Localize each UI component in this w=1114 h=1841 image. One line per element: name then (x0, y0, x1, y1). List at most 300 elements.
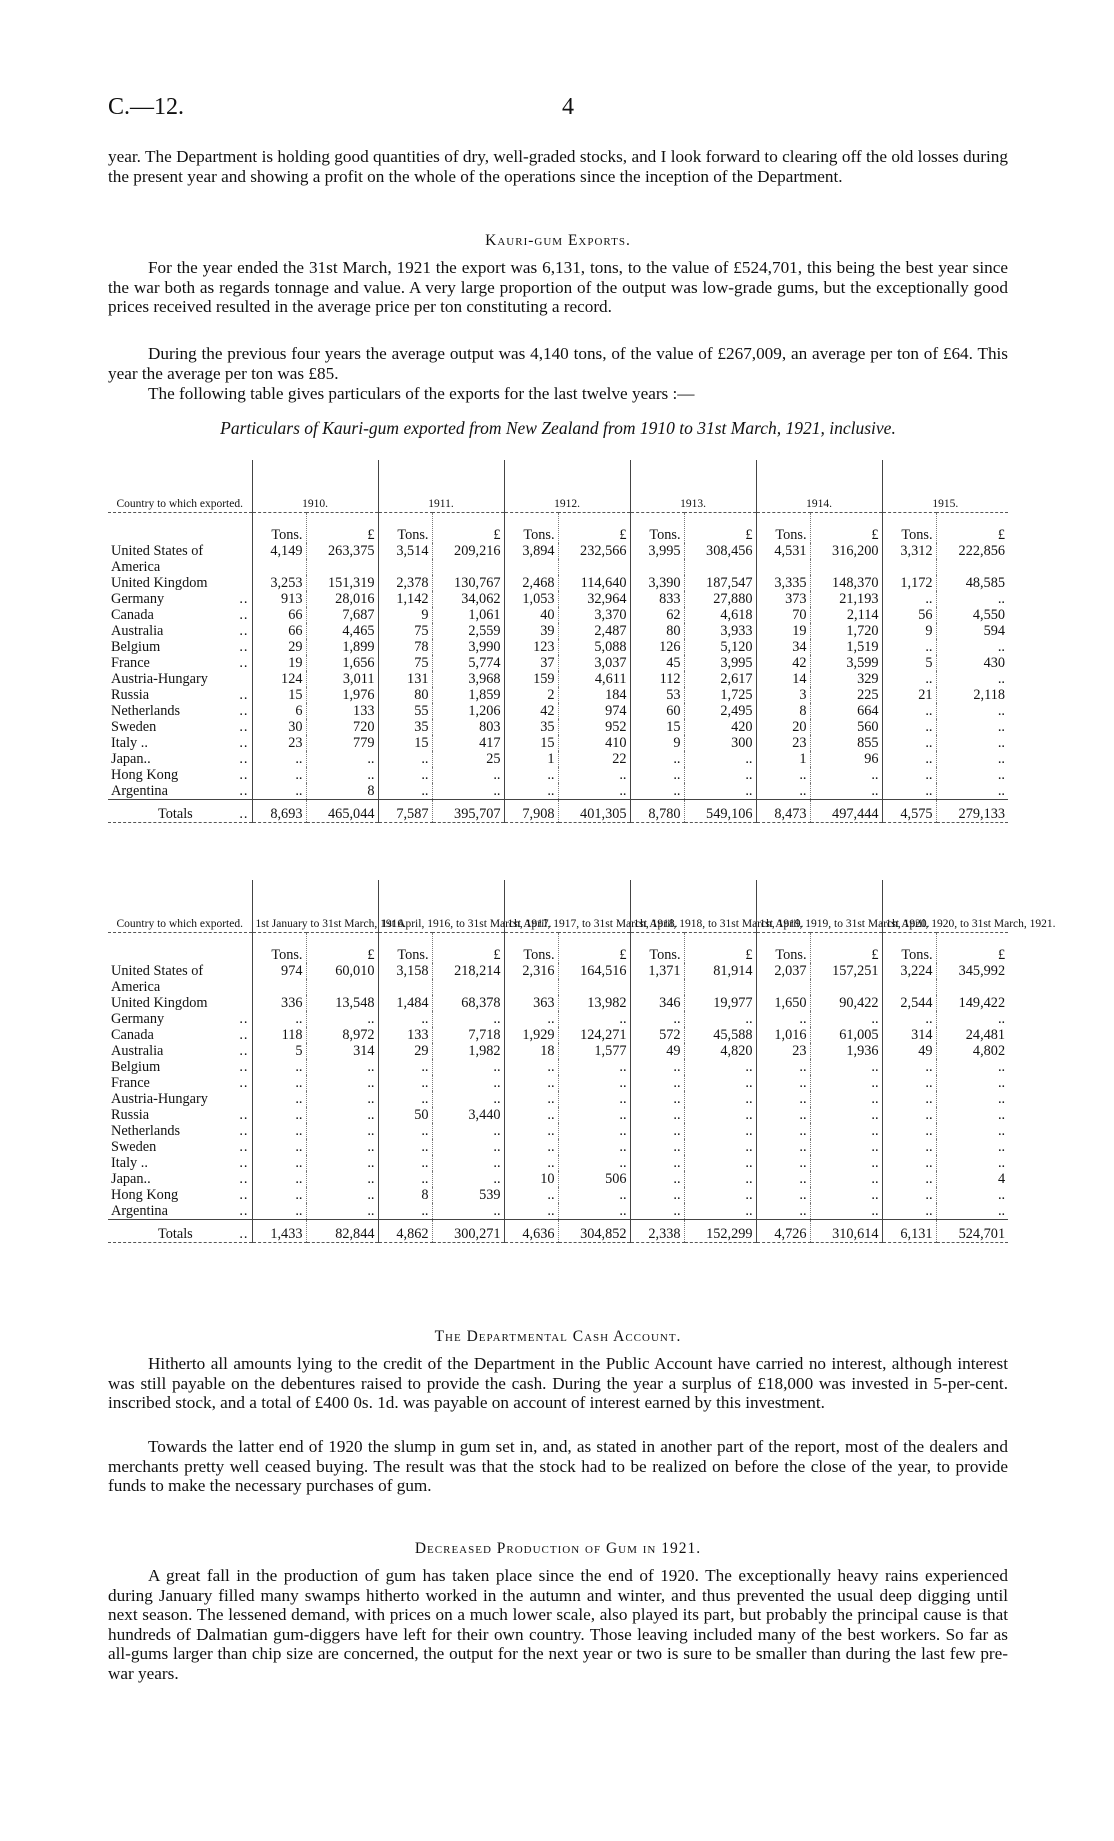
table-row (108, 751, 1008, 767)
leader-dots: .. (239, 1171, 249, 1187)
tons-cell: .. (882, 783, 936, 800)
tons-unit-header: Tons. (882, 513, 936, 544)
tons-cell: 66 (252, 623, 306, 639)
tons-cell: 3,335 (756, 575, 810, 591)
value-cell: 148,370 (810, 575, 882, 591)
period-header: 1913. (630, 460, 756, 513)
value-cell: 81,914 (684, 963, 756, 979)
tons-cell: 10 (504, 1171, 558, 1187)
value-cell: .. (684, 1011, 756, 1027)
paragraph-cash-account: Hitherto all amounts lying to the credit of the Department in the Public Account have carried no interest, although interest was still payable on the debentures raised to provide the cash. During the year a surplus of £18,000 was invested in 5-per-cent. inscribed stock, and a total of £400 0s. 1d. was payable on account of interest earned by this investment. (108, 1354, 1008, 1412)
tons-cell: .. (630, 783, 684, 800)
tons-cell: 2,316 (504, 963, 558, 979)
tons-cell: .. (756, 1075, 810, 1091)
total-tons-cell: 4,862 (378, 1220, 432, 1243)
country-name: Austria-Hungary (111, 671, 208, 687)
value-cell: 32,964 (558, 591, 630, 607)
tons-cell: .. (630, 751, 684, 767)
leader-dots: .. (239, 1226, 249, 1242)
tons-cell: 20 (756, 719, 810, 735)
total-value-cell: 549,106 (684, 800, 756, 823)
tons-cell: .. (630, 1123, 684, 1139)
country-name-cell (108, 995, 252, 1011)
leader-dots: .. (239, 639, 249, 655)
value-cell: 2,118 (936, 687, 1008, 703)
value-cell: 1,206 (432, 703, 504, 719)
leader-dots: .. (239, 1203, 249, 1219)
value-cell: .. (684, 1139, 756, 1155)
tons-cell: 23 (756, 735, 810, 751)
country-name: United Kingdom (111, 995, 208, 1011)
tons-cell: 21 (882, 687, 936, 703)
value-cell: 96 (810, 751, 882, 767)
leader-dots: .. (239, 591, 249, 607)
country-name: Belgium (111, 1059, 161, 1075)
value-cell: 5,088 (558, 639, 630, 655)
country-name-cell (108, 591, 252, 607)
tons-cell: 314 (882, 1027, 936, 1043)
country-name-cell (108, 1059, 252, 1075)
tons-cell: .. (504, 783, 558, 800)
value-cell: .. (432, 1011, 504, 1027)
leader-dots: .. (239, 687, 249, 703)
value-cell: 45,588 (684, 1027, 756, 1043)
value-cell: 48,585 (936, 575, 1008, 591)
exports-table-1910-1915 (108, 460, 1008, 823)
value-cell: 28,016 (306, 591, 378, 607)
value-cell: .. (810, 1011, 882, 1027)
leader-dots: .. (239, 1139, 249, 1155)
tons-cell: 3,158 (378, 963, 432, 979)
value-cell: 13,982 (558, 995, 630, 1011)
value-cell: .. (558, 1203, 630, 1220)
tons-cell: .. (252, 1091, 306, 1107)
value-cell: 314 (306, 1043, 378, 1059)
value-cell: 1,976 (306, 687, 378, 703)
tons-cell: .. (378, 1075, 432, 1091)
total-tons-cell: 7,587 (378, 800, 432, 823)
value-cell: .. (558, 1075, 630, 1091)
period-header: 1st January to 31st March, 1916. (252, 880, 378, 933)
tons-cell: 1 (756, 751, 810, 767)
country-name-cell (108, 783, 252, 800)
value-cell: 68,378 (432, 995, 504, 1011)
tons-cell: 833 (630, 591, 684, 607)
table-row (108, 1139, 1008, 1155)
tons-cell: 75 (378, 655, 432, 671)
tons-cell: .. (504, 1107, 558, 1123)
tons-cell: 2,468 (504, 575, 558, 591)
tons-cell: .. (882, 1139, 936, 1155)
tons-cell: .. (756, 1187, 810, 1203)
value-cell: 157,251 (810, 963, 882, 979)
tons-cell: .. (756, 767, 810, 783)
value-cell: .. (810, 1059, 882, 1075)
value-cell: .. (936, 751, 1008, 767)
value-cell: .. (684, 1155, 756, 1171)
tons-cell: 15 (378, 735, 432, 751)
tons-cell: .. (882, 1187, 936, 1203)
tons-cell: 6 (252, 703, 306, 719)
empty-cell (756, 559, 810, 575)
value-cell: 19,977 (684, 995, 756, 1011)
tons-cell: .. (252, 767, 306, 783)
country-name: Sweden (111, 1139, 157, 1155)
empty-cell (504, 979, 558, 995)
tons-cell: .. (252, 1075, 306, 1091)
country-name-cell (108, 963, 252, 979)
table-row (108, 1171, 1008, 1187)
tons-cell: 70 (756, 607, 810, 623)
empty-cell (684, 979, 756, 995)
empty-cell (378, 979, 432, 995)
tons-cell: .. (378, 1171, 432, 1187)
country-name: United States of (111, 963, 204, 979)
tons-cell: .. (882, 1011, 936, 1027)
tons-cell: 35 (378, 719, 432, 735)
value-cell: 1,725 (684, 687, 756, 703)
tons-cell: 126 (630, 639, 684, 655)
total-value-cell: 395,707 (432, 800, 504, 823)
tons-cell: .. (252, 1187, 306, 1203)
table-row (108, 1187, 1008, 1203)
value-cell: 4,618 (684, 607, 756, 623)
country-name-cell (108, 543, 252, 559)
value-cell: .. (936, 703, 1008, 719)
country-name-line2: America (111, 979, 161, 995)
totals-row (108, 1220, 1008, 1243)
empty-cell (630, 979, 684, 995)
table-row (108, 1107, 1008, 1123)
tons-cell: .. (504, 1155, 558, 1171)
empty-cell (306, 559, 378, 575)
value-cell: 417 (432, 735, 504, 751)
empty-cell (936, 979, 1008, 995)
page-number: 4 (562, 94, 574, 120)
country-name: Belgium (111, 639, 161, 655)
empty-cell (378, 559, 432, 575)
blank-cell (108, 513, 252, 544)
table-row (108, 963, 1008, 979)
country-name: Russia (111, 687, 150, 703)
country-name: Netherlands (111, 1123, 181, 1139)
country-name-cell (108, 1091, 252, 1107)
value-unit-header: £ (306, 513, 378, 544)
tons-cell: 9 (630, 735, 684, 751)
value-cell: 2,617 (684, 671, 756, 687)
value-cell: .. (936, 1139, 1008, 1155)
value-cell: 114,640 (558, 575, 630, 591)
country-name-cell (108, 1187, 252, 1203)
country-name-cell (108, 671, 252, 687)
empty-cell (252, 559, 306, 575)
value-cell: .. (810, 1123, 882, 1139)
tons-cell: .. (630, 1203, 684, 1220)
tons-cell: .. (252, 1203, 306, 1220)
empty-cell (432, 979, 504, 995)
tons-cell: .. (630, 1075, 684, 1091)
value-cell: 3,968 (432, 671, 504, 687)
value-cell: .. (558, 1139, 630, 1155)
tons-unit-header: Tons. (252, 513, 306, 544)
value-cell: .. (558, 1091, 630, 1107)
country-name: France (111, 655, 150, 671)
country-name: Russia (111, 1107, 150, 1123)
country-name: Germany (111, 591, 165, 607)
tons-cell: 15 (630, 719, 684, 735)
tons-cell: 80 (378, 687, 432, 703)
value-cell: 2,495 (684, 703, 756, 719)
tons-cell: 363 (504, 995, 558, 1011)
value-cell: .. (936, 1075, 1008, 1091)
value-cell: .. (432, 1123, 504, 1139)
value-cell: .. (432, 1059, 504, 1075)
tons-cell: .. (630, 1091, 684, 1107)
value-unit-header: £ (432, 933, 504, 964)
tons-cell: 50 (378, 1107, 432, 1123)
tons-cell: .. (378, 767, 432, 783)
tons-cell: 29 (252, 639, 306, 655)
empty-cell (882, 979, 936, 995)
tons-cell: .. (378, 1011, 432, 1027)
value-cell: .. (810, 783, 882, 800)
value-cell: .. (558, 767, 630, 783)
tons-cell: 3,995 (630, 543, 684, 559)
tons-cell: 39 (504, 623, 558, 639)
value-cell: .. (432, 1203, 504, 1220)
leader-dots: .. (239, 806, 249, 822)
tons-cell: .. (378, 1139, 432, 1155)
tons-cell: .. (756, 1091, 810, 1107)
value-unit-header: £ (684, 933, 756, 964)
tons-cell: 1,172 (882, 575, 936, 591)
value-unit-header: £ (810, 933, 882, 964)
value-cell: 24,481 (936, 1027, 1008, 1043)
leader-dots: .. (239, 1155, 249, 1171)
tons-cell: 8 (378, 1187, 432, 1203)
tons-cell: .. (252, 783, 306, 800)
country-name-cell (108, 655, 252, 671)
tons-cell: .. (252, 1107, 306, 1123)
value-cell: .. (306, 1059, 378, 1075)
table-row (108, 735, 1008, 751)
country-name-line2: America (111, 559, 161, 575)
value-cell: .. (936, 1011, 1008, 1027)
tons-cell: 23 (252, 735, 306, 751)
tons-cell: 23 (756, 1043, 810, 1059)
tons-cell: .. (882, 1107, 936, 1123)
value-cell: .. (306, 1123, 378, 1139)
value-cell: 345,992 (936, 963, 1008, 979)
tons-cell: 3,224 (882, 963, 936, 979)
value-cell: .. (306, 1203, 378, 1220)
value-cell: 4 (936, 1171, 1008, 1187)
value-cell: .. (810, 1075, 882, 1091)
tons-cell: .. (756, 1059, 810, 1075)
value-cell: 27,880 (684, 591, 756, 607)
period-header-row (108, 880, 1008, 933)
total-tons-cell: 7,908 (504, 800, 558, 823)
section-heading-kauri-gum-exports: Kauri-gum Exports. (485, 232, 631, 249)
value-cell: .. (810, 1091, 882, 1107)
country-column-header: Country to which exported. (108, 460, 252, 513)
tons-cell: 56 (882, 607, 936, 623)
value-cell: .. (432, 783, 504, 800)
tons-cell: 30 (252, 719, 306, 735)
value-cell: .. (306, 1187, 378, 1203)
total-tons-cell: 4,726 (756, 1220, 810, 1243)
leader-dots: .. (239, 735, 249, 751)
value-cell: 13,548 (306, 995, 378, 1011)
country-name: Austria-Hungary (111, 1091, 208, 1107)
value-unit-header: £ (558, 933, 630, 964)
value-cell: .. (558, 1011, 630, 1027)
tons-cell: 15 (252, 687, 306, 703)
value-cell: 225 (810, 687, 882, 703)
table-row-continuation (108, 559, 1008, 575)
value-cell: 124,271 (558, 1027, 630, 1043)
tons-unit-header: Tons. (630, 933, 684, 964)
tons-cell: 4,531 (756, 543, 810, 559)
empty-cell (432, 559, 504, 575)
tons-cell: 572 (630, 1027, 684, 1043)
country-name: Japan.. (111, 751, 151, 767)
country-column-header: Country to which exported. (108, 880, 252, 933)
country-name: Italy .. (111, 735, 148, 751)
tons-cell: .. (630, 1059, 684, 1075)
country-name: Sweden (111, 719, 157, 735)
total-value-cell: 524,701 (936, 1220, 1008, 1243)
table-row (108, 543, 1008, 559)
value-cell: .. (558, 783, 630, 800)
tons-cell: 78 (378, 639, 432, 655)
leader-dots: .. (239, 1059, 249, 1075)
paragraph-decreased-production: A great fall in the production of gum has taken place since the end of 1920. The exceptionally heavy rains experienced during January filled many swamps hitherto worked in the autumn and winter, and thus prevented the usual deep digging until next season. The lessened demand, with prices on a much lower scale, also played its part, but probably the principal cause is that hundreds of Dalmatian gum-diggers have left for their own country. Those leaving included many of the best workers. So far as all-gums larger than chip size are concerned, the output for the next year or two is sure to be smaller than during the last few pre-war years. (108, 1566, 1008, 1683)
country-name-cell (108, 703, 252, 719)
country-name: Argentina (111, 1203, 168, 1219)
value-cell: .. (936, 1123, 1008, 1139)
value-cell: 1,936 (810, 1043, 882, 1059)
tons-cell: 913 (252, 591, 306, 607)
value-cell: .. (684, 783, 756, 800)
value-cell: .. (684, 767, 756, 783)
value-cell: 855 (810, 735, 882, 751)
value-cell: 263,375 (306, 543, 378, 559)
tons-cell: 2,544 (882, 995, 936, 1011)
leader-dots: .. (239, 767, 249, 783)
value-cell: .. (684, 1075, 756, 1091)
tons-cell: .. (504, 1203, 558, 1220)
tons-cell: 1,650 (756, 995, 810, 1011)
table-row (108, 607, 1008, 623)
value-unit-header: £ (306, 933, 378, 964)
country-name: Australia (111, 623, 164, 639)
table-row (108, 767, 1008, 783)
tons-unit-header: Tons. (756, 513, 810, 544)
tons-unit-header: Tons. (630, 513, 684, 544)
value-cell: 4,611 (558, 671, 630, 687)
table-row (108, 1203, 1008, 1220)
tons-cell: 131 (378, 671, 432, 687)
tons-cell: 1,484 (378, 995, 432, 1011)
tons-unit-header: Tons. (756, 933, 810, 964)
value-cell: .. (684, 1187, 756, 1203)
leader-dots: .. (239, 1011, 249, 1027)
value-cell: .. (558, 1123, 630, 1139)
value-cell: 61,005 (810, 1027, 882, 1043)
country-name: Netherlands (111, 703, 181, 719)
value-cell: .. (936, 671, 1008, 687)
empty-cell (252, 979, 306, 995)
value-cell: 3,990 (432, 639, 504, 655)
tons-cell: 3,894 (504, 543, 558, 559)
period-header: 1st April, 1919, to 31st March, 1920. (756, 880, 882, 933)
tons-cell: 8 (756, 703, 810, 719)
leader-dots: .. (239, 719, 249, 735)
country-name: Hong Kong (111, 767, 179, 783)
value-cell: 22 (558, 751, 630, 767)
tons-cell: 1,371 (630, 963, 684, 979)
tons-cell: .. (756, 1155, 810, 1171)
table-row (108, 703, 1008, 719)
tons-cell: 3,390 (630, 575, 684, 591)
tons-cell: 29 (378, 1043, 432, 1059)
value-cell: .. (432, 1139, 504, 1155)
value-cell: .. (936, 1155, 1008, 1171)
tons-cell: .. (378, 783, 432, 800)
value-cell: 5,774 (432, 655, 504, 671)
tons-cell: .. (252, 1123, 306, 1139)
tons-cell: 15 (504, 735, 558, 751)
country-name: France (111, 1075, 150, 1091)
leader-dots: .. (239, 703, 249, 719)
country-name-cell (108, 1107, 252, 1123)
tons-cell: 346 (630, 995, 684, 1011)
value-cell: .. (306, 1155, 378, 1171)
value-cell: .. (684, 751, 756, 767)
total-tons-cell: 1,433 (252, 1220, 306, 1243)
country-name-cell (108, 719, 252, 735)
tons-cell: .. (756, 1203, 810, 1220)
tons-cell: 2 (504, 687, 558, 703)
tons-unit-header: Tons. (252, 933, 306, 964)
total-value-cell: 401,305 (558, 800, 630, 823)
tons-cell: 9 (882, 623, 936, 639)
tons-cell: .. (882, 639, 936, 655)
value-cell: 184 (558, 687, 630, 703)
value-cell: 974 (558, 703, 630, 719)
tons-cell: .. (252, 1155, 306, 1171)
total-tons-cell: 8,473 (756, 800, 810, 823)
tons-cell: .. (504, 1123, 558, 1139)
tons-cell: .. (504, 1011, 558, 1027)
tons-cell: 5 (882, 655, 936, 671)
country-name-cell (108, 639, 252, 655)
tons-cell: 1,142 (378, 591, 432, 607)
value-cell: 21,193 (810, 591, 882, 607)
tons-cell: 62 (630, 607, 684, 623)
value-cell: 130,767 (432, 575, 504, 591)
tons-cell: 974 (252, 963, 306, 979)
tons-unit-header: Tons. (504, 933, 558, 964)
value-cell: 232,566 (558, 543, 630, 559)
tons-cell: .. (504, 1139, 558, 1155)
tons-cell: 133 (378, 1027, 432, 1043)
value-cell: 3,011 (306, 671, 378, 687)
value-cell: 4,802 (936, 1043, 1008, 1059)
value-cell: .. (684, 1091, 756, 1107)
tons-cell: .. (378, 1091, 432, 1107)
